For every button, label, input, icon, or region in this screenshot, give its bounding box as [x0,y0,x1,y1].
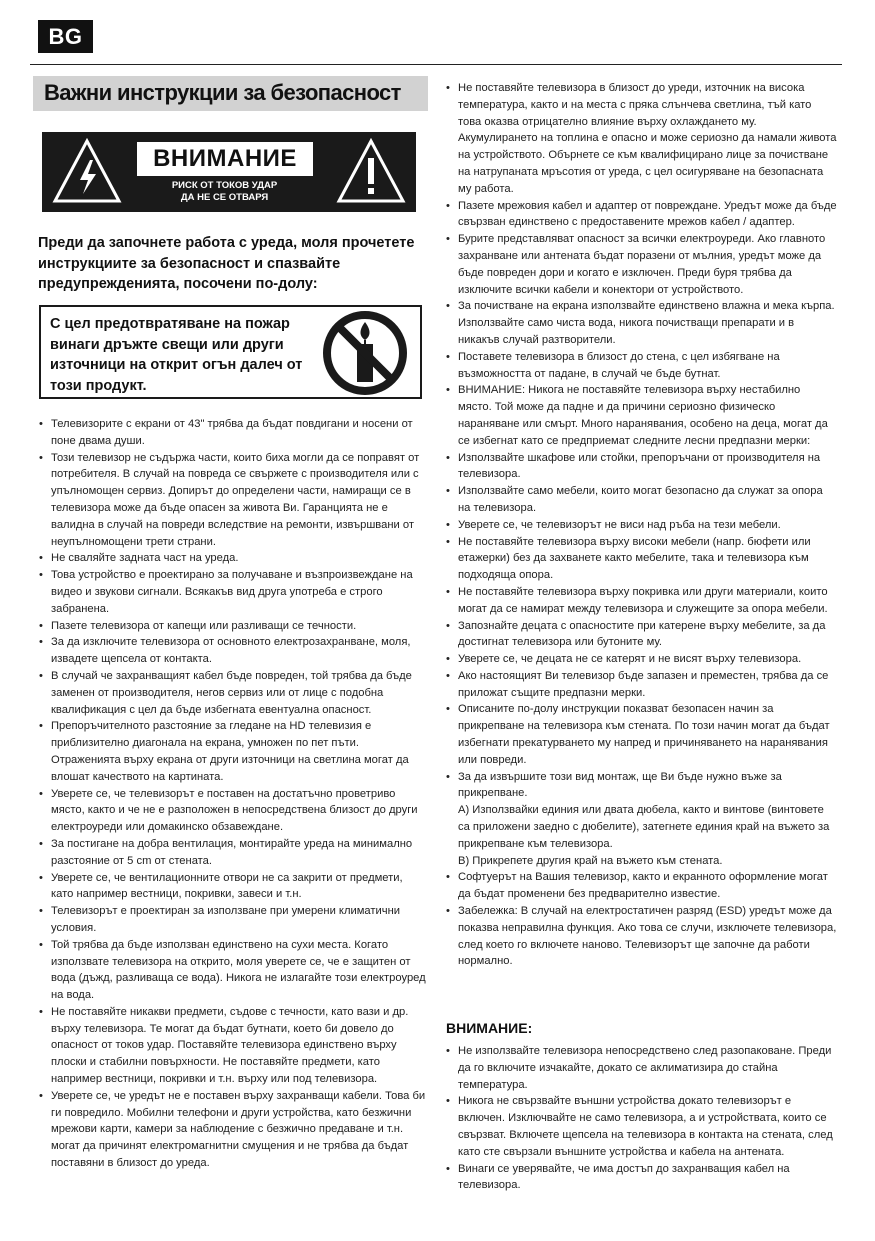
list-item: • Пазете мрежовия кабел и адаптер от повреждане. Уредът може да бъде свързван единствено с предоставените мрежов кабел / адаптер. [445,198,837,232]
language-badge: BG [38,20,93,53]
intro-paragraph: Преди да започнете работа с уреда, моля прочетете инструкциите за безопасност и спазвайте предупрежденията, посочени по-долу: [38,235,415,292]
exclamation-warning-icon [336,138,406,204]
list-item: • Запознайте децата с опасностите при катерене върху мебелите, за да достигнат телевизора или бутоните му. [445,618,837,652]
left-safety-list [38,416,426,1172]
list-item: • Този телевизор не съдържа части, които биха могли да се поправят от потребителя. В случай на повреда се свържете с производителя или с упълномощен сервиз. Допирът до определени части, намиращи се в телевизора може да бъде опасен за живота Ви. Гаранцията не е валидна в случай на повреди вследствие на ремонти, извършвани от неупълномощени трети страни. [38,450,426,551]
list-item: • Софтуерът на Вашия телевизор, както и екранното оформление могат да бъдат променени без предварително известие. [445,869,837,903]
list-item: • Уверете се, че вентилационните отвори не са закрити от предмети, като например вестници, покривки, завеси и т.н. [38,870,426,904]
no-open-flame-icon [322,310,408,396]
list-item: • Той трябва да бъде използван единствено на сухи места. Когато използвате телевизора на открито, моля уверете се, че е защитен от вода (дъжд, разливаща се вода). Никога не излагайте този електроуред на вода. [38,937,426,1004]
list-item: • Описаните по-долу инструкции показват безопасен начин за прикрепване на телевизора към стената. По този начин могат да бъдат избегнати прекатурването му напред и причиняването на наранявания или повреди. [445,701,837,768]
list-item: • Забележка: В случай на електростатичен разряд (ESD) уредът може да показва неправилна функция. Ако това се случи, изключете телевизора, след което го включете наново. Телевизорът ще започне да работи нормално. [445,903,837,970]
list-item: • За постигане на добра вентилация, монтирайте уреда на минимално разстояние от 5 cm от стената. [38,836,426,870]
caution-word: ВНИМАНИЕ [137,142,313,176]
list-item: • За да изключите телевизора от основното електрозахранване, моля, извадете щепсела от контакта. [38,634,426,668]
list-item: • Не използвайте телевизора непосредствено след разопаковане. Преди да го включите изчакайте, докато се аклиматизира до стайна температура. [445,1043,837,1093]
list-item: • Уверете се, че уредът не е поставен върху захранващи кабели. Това би ги повредило. Мобилни телефони и други устройства, като безжични мрежови карти, камери за наблюдение с безжично предаване и т.н. могат да причинят електромагнитни смущения и не трябва да бъдат поставяни в близост до уреда. [38,1088,426,1172]
list-item: • Не поставяйте телевизора върху покривка или други материали, които могат да се намират между телевизора и служещите за опора мебели. [445,584,837,618]
list-item: • Не сваляйте задната част на уреда. [38,550,426,567]
caution-banner [42,132,416,212]
caution-subtext [137,180,312,204]
list-item: • Използвайте само мебели, които могат безопасно да служат за опора на телевизора. [445,483,837,517]
list-item: • Уверете се, че децата не се катерят и не висят върху телевизора. [445,651,837,668]
list-item: • Препоръчителното разстояние за гледане на HD телевизия е приблизително диагонала на екрана, умножен по пет пъти. Отраженията върху екрана от други източници на светлина могат да влошат качеството на картината. [38,718,426,785]
list-item: • Не поставяйте телевизора върху високи мебели (напр. бюфети или етажерки) без да захванете както мебелите, така и телевизора към подходяща опора. [445,534,837,584]
list-item: • За почистване на екрана използвайте единствено влажна и мека кърпа. Използвайте само чиста вода, никога почистващи препарати и в никакъв случай разтворители. [445,298,837,348]
list-item: • Не поставяйте никакви предмети, съдове с течности, като вази и др. върху телевизора. Те могат да бъдат бутнати, което би довело до опасност от токов удар. Поставяйте телевизора единствено върху плоски и стабилни повърхности. Не поставяйте предмети, като например вестници, покривки и т.н. върху или под телевизора. [38,1004,426,1088]
list-item: • За да извършите този вид монтаж, ще Ви бъде нужно въже за прикрепване. [445,769,837,803]
list-item: • Уверете се, че телевизорът е поставен на достатъчно проветриво място, както и че не е разположен в непосредствена близост до други електроуреди или домакинско обзавеждане. [38,786,426,836]
list-item: • Телевизорите с екрани от 43" трябва да бъдат повдигани и носени от поне двама души. [38,416,426,450]
header-divider [30,64,842,65]
list-item: • Ако настоящият Ви телевизор бъде запазен и преместен, трябва да се приложат същите предпазни мерки. [445,668,837,702]
section-title: Важни инструкции за безопасност [44,80,401,105]
list-item: • ВНИМАНИЕ: Никога не поставяйте телевизора върху нестабилно място. Той може да падне и да причини сериозно физическо нараняване или смърт. Много наранявания, особено на деца, могат да се избегнат като се предприемат следните лесни предпазни мерки: [445,382,837,449]
list-item: • Бурите представляват опасност за всички електроуреди. Ако главното захранване или антената бъдат поразени от мълния, уредът може да бъде повреден дори и когато е изключен. Преди буря трябва да изключите всички кабели и конектори от устройството. [445,231,837,298]
mount-step-b: В) Прикрепете другия край на въжето към стената. [458,854,723,867]
list-item: • Поставете телевизора в близост до стена, с цел избягване на възможността от падане, в случай че бъде бутнат. [445,349,837,383]
list-item: • В случай че захранващият кабел бъде повреден, той трябва да бъде заменен от производителя, негов сервиз или от лице с подобна квалификация с цел да бъде избегната евентуална опасност. [38,668,426,718]
warning-list [445,1043,837,1194]
fire-warning-box [39,305,422,399]
warning-heading: ВНИМАНИЕ: [446,1020,533,1036]
list-item: • Пазете телевизора от капещи или разливащи се течности. [38,618,426,635]
right-safety-list [445,80,837,970]
list-item: • Не поставяйте телевизора в близост до уреди, източник на висока температура, както и на места с пряка слънчева светлина, тъй като това оказва отрицателно влияние върху охлаждането му. Акумулирането на топлина е опасно и може сериозно да намали живота на устройството. Обърнете се към квалифицирано лице за почистване на натрупаната мръсотия от уреда, с цел осигуряване на безопасната му работа. [445,80,837,198]
fire-warning-text: С цел предотвратяване на пожар винаги дръжте свещи или други източници на открит огън далеч от този продукт. [50,316,303,394]
electric-shock-warning-icon [52,138,122,204]
list-item: • Винаги се уверявайте, че има достъп до захранващия кабел на телевизора. [445,1161,837,1195]
caution-label [137,142,312,202]
list-item: • Телевизорът е проектиран за използване при умерени климатични условия. [38,903,426,937]
caution-subtext-line1: РИСК ОТ ТОКОВ УДАР [171,180,278,191]
caution-subtext-line2: ДА НЕ СЕ ОТВАРЯ [180,192,269,203]
list-item: • Използвайте шкафове или стойки, препоръчани от производителя на телевизора. [445,450,837,484]
mount-step-a: А) Използвайки единия или двата дюбела, както и винтове (винтовете са приложени заедно с дюбелите), затегнете единия край на въжето за прикрепване към телевизора. [458,804,830,850]
section-title-box [33,76,428,111]
list-item: • Това устройство е проектирано за получаване и възпроизвеждане на видео и звукови сигнали. Всякакъв вид друга употреба е строго забранена. [38,567,426,617]
list-item: • Никога не свързвайте външни устройства докато телевизорът е включен. Изключвайте не само телевизора, а и устройствата, които се свързват. Включете щепсела на телевизора в контакта на стената, след като сте свързали външните устройства и кабела на антената. [445,1093,837,1160]
list-item: • Уверете се, че телевизорът не виси над ръба на тези мебели. [445,517,837,534]
